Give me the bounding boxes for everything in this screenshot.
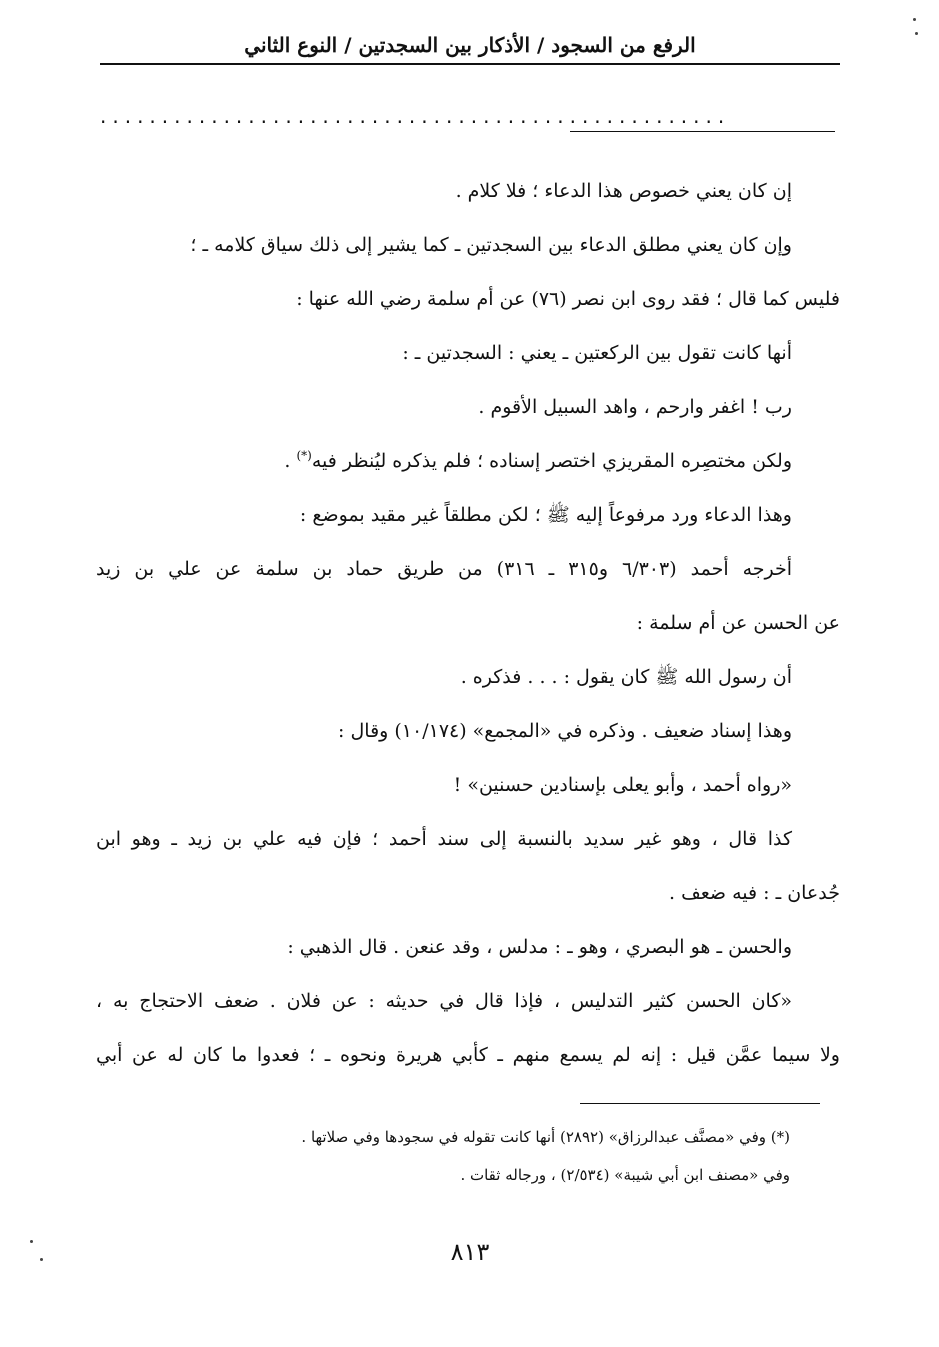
- scan-speck: [913, 18, 916, 21]
- text-line: عن الحسن عن أم سلمة :: [636, 612, 840, 634]
- scan-speck: [30, 1240, 33, 1243]
- text-line: كذا قال ، وهو غير سديد بالنسبة إلى سند أحمد ؛ فإن فيه علي بن زيد ـ وهو ابن: [96, 828, 792, 850]
- text-line: أخرجه أحمد (٦/٣٠٣ و٣١٥ ـ ٣١٦) من طريق حماد بن سلمة عن علي بن زيد: [96, 558, 793, 580]
- footnote-reference[interactable]: (*): [296, 448, 312, 463]
- scan-speck: [40, 1258, 43, 1261]
- footnotes: [150, 1118, 790, 1194]
- text-line: وهذا إسناد ضعيف . وذكره في «المجمع» (١٠/١٧٤) وقال :: [338, 720, 792, 742]
- separator-rule: [570, 131, 835, 132]
- text-line: ولا سيما عمَّن قيل : إنه لم يسمع منهم ـ كأبي هريرة ونحوه ـ ؛ فعدوا ما كان له عن أبي: [96, 1044, 840, 1066]
- text-line: «كان الحسن كثير التدليس ، فإذا قال في حديثه : عن فلان . ضعف الاحتجاج به ،: [96, 990, 792, 1012]
- running-header: الرفع من السجود / الأذكار بين السجدتين / النوع الثاني: [244, 33, 696, 57]
- main-text: [96, 164, 840, 1082]
- footnote-line: وفي «مصنف ابن أبي شيبة» (٢/٥٣٤) ، ورجاله ثقات .: [460, 1166, 790, 1184]
- text-segment: ولكن مختصِره المقريزي اختصر إسناده ؛ فلم يذكره ليُنظر فيه: [311, 450, 792, 472]
- scan-speck: [915, 32, 918, 35]
- text-line: والحسن ـ هو البصري ، وهو ـ : مدلس ، وقد عنعن . قال الذهبي :: [287, 936, 792, 958]
- text-line: وإن كان يعني مطلق الدعاء بين السجدتين ـ كما يشير إلى ذلك سياق كلامه ـ ؛: [190, 234, 792, 256]
- text-line: فليس كما قال ؛ فقد روى ابن نصر (٧٦) عن أم سلمة رضي الله عنها :: [296, 288, 840, 310]
- dotted-separator: ...................................................: [100, 106, 731, 126]
- footnote-rule: [580, 1103, 820, 1104]
- header-rule: [100, 63, 840, 65]
- text-line: [96, 434, 840, 488]
- text-line: إن كان يعني خصوص هذا الدعاء ؛ فلا كلام .: [455, 180, 792, 202]
- text-line: أن رسول الله ﷺ كان يقول : . . . فذكره .: [460, 666, 792, 688]
- text-segment: .: [284, 450, 297, 472]
- text-line: وهذا الدعاء ورد مرفوعاً إليه ﷺ ؛ لكن مطلقاً غير مقيد بموضع :: [299, 504, 792, 526]
- text-line: أنها كانت تقول بين الركعتين ـ يعني : السجدتين ـ :: [402, 342, 792, 364]
- text-line: جُدعان ـ : فيه ضعف .: [669, 882, 840, 904]
- page-number: ٨١٣: [450, 1238, 490, 1266]
- text-line: «رواه أحمد ، وأبو يعلى بإسنادين حسنين» !: [453, 774, 792, 796]
- text-line: رب ! اغفر وارحم ، واهد السبيل الأقوم .: [478, 396, 792, 418]
- footnote-line: (*) وفي «مصنَّف عبدالرزاق» (٢٨٩٢) أنها كانت تقوله في سجودها وفي صلاتها .: [301, 1128, 790, 1146]
